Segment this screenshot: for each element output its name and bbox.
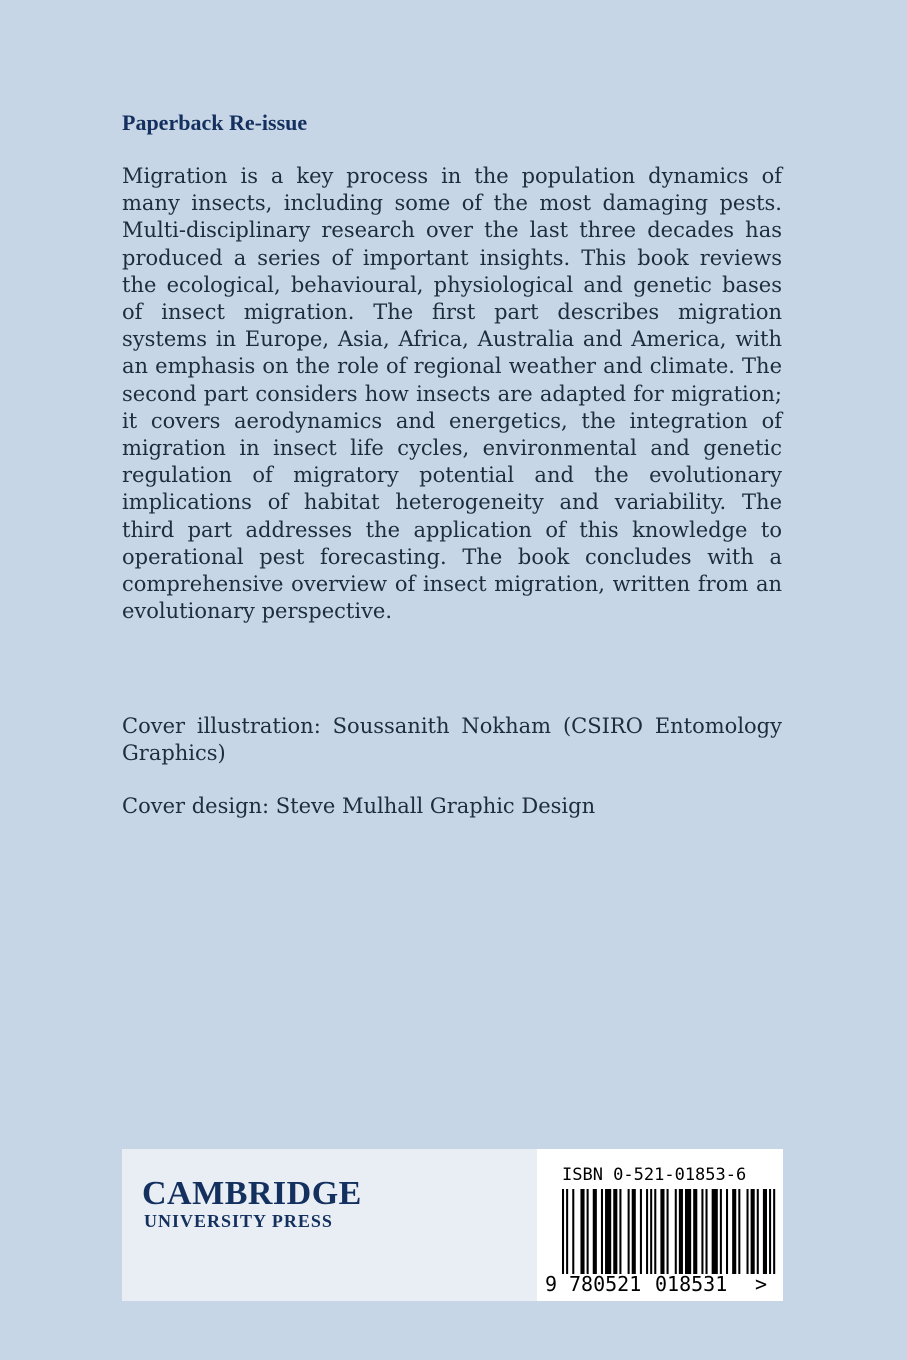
barcode-bar (628, 1189, 630, 1274)
barcode-bar (763, 1189, 767, 1274)
barcode-bar (667, 1189, 669, 1274)
cover-design-credit: Cover design: Steve Mulhall Graphic Design (122, 794, 596, 818)
barcode-bar (587, 1189, 589, 1274)
cover-illustration-credit: Cover illustration: Soussanith Nokham (CSIRO Entomology Graphics) (122, 714, 782, 766)
barcode-digit-quiet: > (755, 1272, 768, 1296)
barcode-bar (580, 1189, 584, 1274)
barcode-bar (751, 1189, 755, 1274)
barcode-bar (562, 1189, 564, 1274)
barcode-bar (738, 1189, 740, 1274)
barcode-bar (619, 1189, 621, 1274)
barcode-bar (601, 1189, 603, 1274)
barcode-bar (646, 1189, 648, 1274)
barcode-bar (650, 1189, 652, 1274)
barcode-graphic (537, 1149, 783, 1301)
barcode-bar (720, 1189, 722, 1274)
barcode-bar (675, 1189, 677, 1274)
barcode-bar (726, 1189, 728, 1274)
barcode-bar (747, 1189, 749, 1274)
barcode-bar (566, 1189, 568, 1274)
book-description: Migration is a key process in the population dynamics of many insects, including some of the most damaging pests. Multi-disciplinary research over the last three decades has produced a series of important insights. This book reviews the ecological, behavioural, physiological and genetic bases of insect migration. The first part describes migration systems in Europe, Asia, Africa, Australia and America, with an emphasis on the role of regional weather and climate. The second part considers how insects are adapted for migration; it covers aerodynamics and energetics, the integration of migration in insect life cycles, environmental and genetic regulation of migratory potential and the evolutionary implications of habitat heterogeneity and variability. The third part addresses the application of this knowledge to operational pest forecasting. The book concludes with a comprehensive overview of insect migration, written from an evolutionary perspective. (122, 164, 782, 624)
barcode-bar (685, 1189, 691, 1274)
section-heading: Paperback Re-issue (122, 110, 308, 135)
barcode-bar (773, 1189, 775, 1274)
barcode-bar (660, 1189, 664, 1274)
publisher-panel (122, 1149, 537, 1301)
barcode-bar (706, 1189, 708, 1274)
barcode-bar (712, 1189, 718, 1274)
barcode-bar (654, 1189, 656, 1274)
barcode-bar (605, 1189, 611, 1274)
publisher-name: CAMBRIDGE (142, 1175, 362, 1212)
barcode-bar (679, 1189, 683, 1274)
barcode-bar (572, 1189, 574, 1274)
barcode-bar (732, 1189, 736, 1274)
barcode-bar (701, 1189, 703, 1274)
publisher-logo (142, 1177, 362, 1231)
isbn-label: ISBN 0-521-01853-6 (562, 1165, 747, 1185)
barcode-bar (757, 1189, 759, 1274)
barcode-bars (562, 1189, 775, 1274)
barcode-digit-lead: 9 (545, 1272, 558, 1296)
barcode-bar (613, 1189, 617, 1274)
barcode-digits-left: 780521 (569, 1272, 642, 1296)
publisher-subname: UNIVERSITY PRESS (144, 1211, 333, 1231)
barcode-bar (693, 1189, 697, 1274)
barcode-bar (640, 1189, 642, 1274)
barcode-bar (769, 1189, 771, 1274)
barcode-bar (632, 1189, 636, 1274)
barcode-bar (593, 1189, 597, 1274)
barcode-digits-right: 018531 (655, 1272, 728, 1296)
barcode-panel (537, 1149, 783, 1301)
